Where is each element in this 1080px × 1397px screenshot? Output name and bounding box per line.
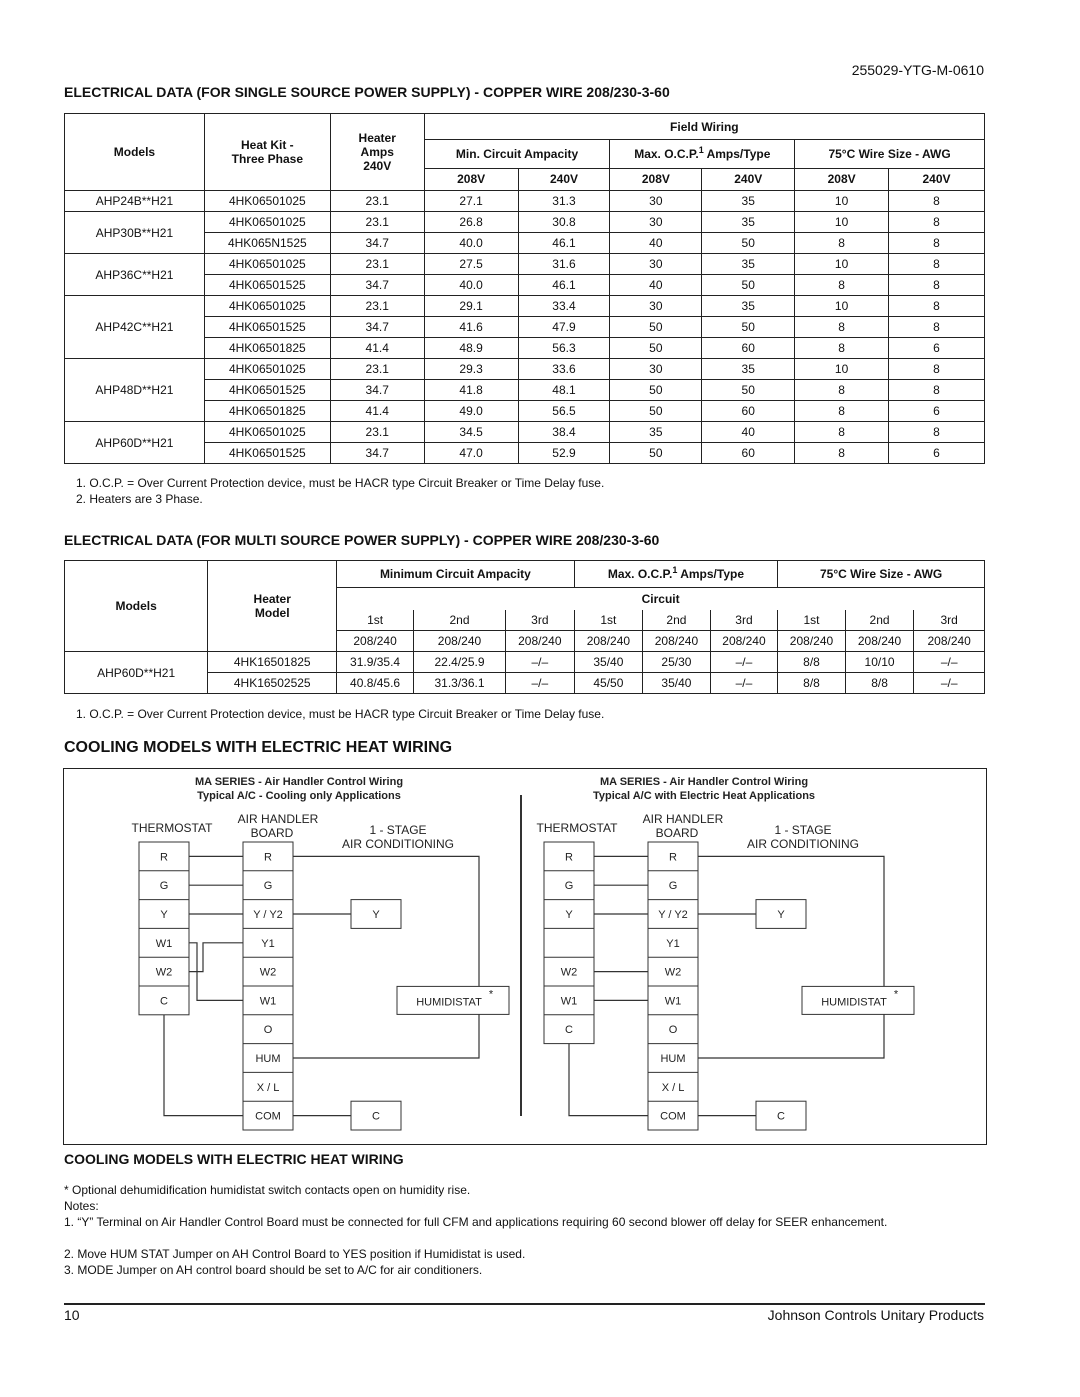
single-source-title: ELECTRICAL DATA (FOR SINGLE SOURCE POWER SUPPLY) - COPPER WIRE 208/230-3-60 bbox=[64, 84, 670, 100]
col-models: Models bbox=[65, 114, 205, 191]
wire-c-com bbox=[569, 1044, 648, 1116]
table-cell: 6 bbox=[889, 443, 985, 464]
wire-humidistat-hum bbox=[698, 1014, 884, 1058]
table-cell: 4HK16502525 bbox=[208, 673, 337, 694]
table-cell: 8 bbox=[795, 233, 889, 254]
table-cell: 31.6 bbox=[518, 254, 610, 275]
board-terminal: O bbox=[263, 1024, 273, 1037]
col-ocp: Max. O.C.P.$^1$ Amps/Type bbox=[610, 140, 795, 168]
table-row bbox=[65, 254, 985, 275]
table-cell: 4HK06501525 bbox=[204, 317, 330, 338]
voltage-label: 208/240 bbox=[778, 631, 846, 652]
table-cell: 50 bbox=[702, 380, 795, 401]
table-cell: 8 bbox=[795, 422, 889, 443]
table-cell: 35 bbox=[702, 296, 795, 317]
board-terminal: COM bbox=[255, 1110, 281, 1123]
col-models: Models bbox=[65, 561, 208, 652]
wiring-diagram bbox=[63, 768, 987, 1145]
table-cell: 8 bbox=[889, 191, 985, 212]
table-cell: 8 bbox=[795, 317, 889, 338]
table-row bbox=[65, 191, 985, 212]
table-cell: 33.6 bbox=[518, 359, 610, 380]
table-cell: 35 bbox=[610, 422, 702, 443]
table-cell: 6 bbox=[889, 338, 985, 359]
table-cell: 10 bbox=[795, 254, 889, 275]
table-cell: 4HK06501825 bbox=[204, 338, 330, 359]
table-cell: 23.1 bbox=[330, 212, 424, 233]
board-terminal: HUM bbox=[255, 1053, 281, 1065]
table-row bbox=[65, 359, 985, 380]
table-cell: –/– bbox=[914, 673, 985, 694]
thermostat-terminal: W2 bbox=[560, 966, 578, 979]
board-terminal: W1 bbox=[664, 995, 682, 1008]
table-cell: 4HK06501525 bbox=[204, 380, 330, 401]
table-cell: 52.9 bbox=[518, 443, 610, 464]
circuit-label: 2nd bbox=[413, 610, 505, 631]
col-heat-kit: Heat Kit - Three Phase bbox=[204, 114, 330, 191]
table-cell: 8 bbox=[889, 275, 985, 296]
table-cell: 50 bbox=[702, 275, 795, 296]
table-cell: 60 bbox=[702, 338, 795, 359]
table-row bbox=[65, 296, 985, 317]
model-cell: AHP42C**H21 bbox=[65, 296, 205, 359]
table-cell: 30 bbox=[610, 359, 702, 380]
table-cell: 4HK16501825 bbox=[208, 652, 337, 673]
table-cell: 34.7 bbox=[330, 380, 424, 401]
table-cell: 8 bbox=[889, 359, 985, 380]
table-cell: 4HK06501025 bbox=[204, 191, 330, 212]
table-cell: 4HK06501025 bbox=[204, 212, 330, 233]
model-cell: AHP48D**H21 bbox=[65, 359, 205, 422]
col-circuit: Circuit bbox=[337, 588, 985, 611]
voltage-label: 208/240 bbox=[914, 631, 985, 652]
col-field-wiring: Field Wiring bbox=[424, 114, 984, 140]
table-cell: 35 bbox=[702, 359, 795, 380]
col-mca-208: 208V bbox=[424, 168, 518, 190]
table-cell: 41.4 bbox=[330, 401, 424, 422]
table-cell: 8 bbox=[889, 254, 985, 275]
col-heater-amps: Heater Amps 240V bbox=[330, 114, 424, 191]
ac-label: AIR CONDITIONING bbox=[341, 837, 455, 851]
voltage-label: 208/240 bbox=[643, 631, 711, 652]
thermostat-box bbox=[544, 842, 594, 1044]
thermostat-terminal: C bbox=[160, 995, 168, 1008]
board-terminal: HUM bbox=[660, 1053, 686, 1065]
footer-rule bbox=[64, 1303, 985, 1305]
table-cell: 6 bbox=[889, 401, 985, 422]
table-cell: 48.1 bbox=[518, 380, 610, 401]
thermostat-terminal: G bbox=[564, 880, 574, 893]
ac-y-terminal: Y bbox=[777, 909, 785, 921]
board-terminal: X / L bbox=[661, 1081, 685, 1094]
stage-label: 1 - STAGE bbox=[369, 823, 427, 837]
humidistat-label: HUMIDISTAT bbox=[821, 996, 887, 1009]
table-cell: 4HK06501025 bbox=[204, 254, 330, 275]
table-cell: 8 bbox=[889, 296, 985, 317]
air-handler-label: AIR HANDLER bbox=[237, 812, 319, 826]
board-terminal: COM bbox=[660, 1110, 686, 1123]
col-ocp-208: 208V bbox=[610, 168, 702, 190]
board-terminal: Y1 bbox=[261, 937, 275, 950]
model-cell: AHP60D**H21 bbox=[65, 652, 208, 694]
wire-w1-w1 bbox=[189, 943, 243, 1001]
table-cell: 40 bbox=[702, 422, 795, 443]
table-cell: 29.1 bbox=[424, 296, 518, 317]
col-heater-model: Heater Model bbox=[208, 561, 337, 652]
circuit-label: 2nd bbox=[643, 610, 711, 631]
table-cell: 4HK06501025 bbox=[204, 296, 330, 317]
wire-c-com bbox=[164, 1015, 243, 1116]
table-cell: 41.4 bbox=[330, 338, 424, 359]
table-cell: 50 bbox=[702, 233, 795, 254]
col-mca: Min. Circuit Ampacity bbox=[424, 140, 610, 168]
multi-source-title: ELECTRICAL DATA (FOR MULTI SOURCE POWER SUPPLY) - COPPER WIRE 208/230-3-60 bbox=[64, 532, 660, 548]
board-terminal: W2 bbox=[259, 966, 277, 979]
col-ocp-240: 240V bbox=[702, 168, 795, 190]
table-cell: –/– bbox=[710, 652, 778, 673]
table-cell: 27.1 bbox=[424, 191, 518, 212]
wiring-section-title: COOLING MODELS WITH ELECTRIC HEAT WIRING bbox=[64, 739, 453, 756]
model-cell: AHP36C**H21 bbox=[65, 254, 205, 296]
table-cell: –/– bbox=[506, 652, 575, 673]
table-cell: 29.3 bbox=[424, 359, 518, 380]
table-cell: 41.8 bbox=[424, 380, 518, 401]
multi-note-1: 1. O.C.P. = Over Current Protection device, must be HACR type Circuit Breaker or Time Delay fuse. bbox=[76, 707, 605, 721]
table-cell: 50 bbox=[702, 317, 795, 338]
table-cell: 10 bbox=[795, 191, 889, 212]
table-cell: 47.0 bbox=[424, 443, 518, 464]
diagram-subtitle: Typical A/C - Cooling only Applications bbox=[197, 790, 401, 802]
note-3: 3. MODE Jumper on AH control board should be set to A/C for air conditioners. bbox=[64, 1263, 483, 1277]
diagram-title: MA SERIES - Air Handler Control Wiring bbox=[194, 776, 404, 788]
table-cell: 38.4 bbox=[518, 422, 610, 443]
circuit-label: 1st bbox=[574, 610, 643, 631]
wire-humidistat-hum bbox=[293, 1014, 479, 1058]
thermostat-terminal: Y bbox=[565, 909, 573, 921]
table-cell: 34.7 bbox=[330, 275, 424, 296]
table-cell: 4HK065N1525 bbox=[204, 233, 330, 254]
table-cell: 8 bbox=[795, 380, 889, 401]
table-cell: 4HK06501025 bbox=[204, 422, 330, 443]
board-terminal: W1 bbox=[259, 995, 277, 1008]
notes-label: Notes: bbox=[64, 1199, 99, 1213]
table-cell: 8/8 bbox=[778, 673, 846, 694]
table-cell: 41.6 bbox=[424, 317, 518, 338]
table-cell: 50 bbox=[610, 338, 702, 359]
table-cell: 35 bbox=[702, 254, 795, 275]
table-cell: 30 bbox=[610, 212, 702, 233]
humidistat-asterisk: * bbox=[893, 988, 899, 1001]
table-cell: –/– bbox=[710, 673, 778, 694]
table-cell: 8 bbox=[889, 233, 985, 254]
table-cell: 40.8/45.6 bbox=[337, 673, 414, 694]
board-label: BOARD bbox=[655, 826, 699, 840]
table-cell: 35/40 bbox=[643, 673, 711, 694]
col-wire-size: 75°C Wire Size - AWG bbox=[795, 140, 985, 168]
board-terminal: R bbox=[264, 851, 272, 864]
table-cell: –/– bbox=[914, 652, 985, 673]
board-terminal: Y / Y2 bbox=[658, 909, 688, 921]
circuit-label: 3rd bbox=[914, 610, 985, 631]
board-terminal: O bbox=[668, 1024, 678, 1037]
table-cell: 31.9/35.4 bbox=[337, 652, 414, 673]
table-cell: 35/40 bbox=[574, 652, 643, 673]
table-cell: 33.4 bbox=[518, 296, 610, 317]
table-cell: 8 bbox=[795, 275, 889, 296]
thermostat-terminal: W1 bbox=[560, 995, 578, 1008]
table-cell: 34.7 bbox=[330, 233, 424, 254]
table-cell: 8 bbox=[795, 401, 889, 422]
table-cell: 8 bbox=[795, 443, 889, 464]
table-cell: 22.4/25.9 bbox=[413, 652, 505, 673]
board-terminal: Y1 bbox=[666, 937, 680, 950]
humidistat-label: HUMIDISTAT bbox=[416, 996, 482, 1009]
diagram-subtitle: Typical A/C with Electric Heat Applications bbox=[592, 790, 816, 802]
table-cell: 56.5 bbox=[518, 401, 610, 422]
note-1: 1. “Y” Terminal on Air Handler Control Board must be connected for full CFM and applications requiring 60 second blower off delay for SEER enhancement. bbox=[64, 1215, 888, 1229]
thermostat-label: THERMOSTAT bbox=[131, 821, 213, 835]
ac-y-terminal: Y bbox=[372, 909, 380, 921]
table-cell: 8 bbox=[889, 422, 985, 443]
multi-source-table bbox=[64, 560, 985, 694]
voltage-label: 208/240 bbox=[506, 631, 575, 652]
table-cell: 40 bbox=[610, 275, 702, 296]
table-cell: 25/30 bbox=[643, 652, 711, 673]
single-source-table bbox=[64, 113, 985, 464]
table-cell: 35 bbox=[702, 191, 795, 212]
thermostat-terminal: C bbox=[565, 1024, 573, 1037]
table-cell: 30 bbox=[610, 191, 702, 212]
table-cell: 31.3/36.1 bbox=[413, 673, 505, 694]
table-cell: 4HK06501525 bbox=[204, 443, 330, 464]
board-label: BOARD bbox=[250, 826, 294, 840]
humidistat-asterisk: * bbox=[488, 988, 494, 1001]
table-cell: 50 bbox=[610, 401, 702, 422]
voltage-label: 208/240 bbox=[413, 631, 505, 652]
star-note: * Optional dehumidification humidistat switch contacts open on humidity rise. bbox=[64, 1183, 471, 1197]
board-terminal: Y / Y2 bbox=[253, 909, 283, 921]
table-cell: 30.8 bbox=[518, 212, 610, 233]
table-cell: 40.0 bbox=[424, 233, 518, 254]
model-cell: AHP30B**H21 bbox=[65, 212, 205, 254]
board-terminal: X / L bbox=[256, 1081, 280, 1094]
voltage-label: 208/240 bbox=[710, 631, 778, 652]
single-note-1: 1. O.C.P. = Over Current Protection device, must be HACR type Circuit Breaker or Time Delay fuse. bbox=[76, 476, 605, 490]
table-cell: 8 bbox=[889, 317, 985, 338]
table-cell: 8 bbox=[795, 338, 889, 359]
table-cell: 10 bbox=[795, 359, 889, 380]
document-id: 255029-YTG-M-0610 bbox=[851, 62, 984, 78]
table-cell: 10 bbox=[795, 212, 889, 233]
table-cell: 50 bbox=[610, 317, 702, 338]
table-cell: 50 bbox=[610, 380, 702, 401]
table-cell: 34.5 bbox=[424, 422, 518, 443]
table-cell: 4HK06501825 bbox=[204, 401, 330, 422]
table-cell: 27.5 bbox=[424, 254, 518, 275]
table-row bbox=[65, 212, 985, 233]
table-cell: 10 bbox=[795, 296, 889, 317]
thermostat-terminal: W2 bbox=[155, 966, 173, 979]
table-cell: 8/8 bbox=[778, 652, 846, 673]
board-terminal: G bbox=[263, 880, 273, 893]
model-cell: AHP24B**H21 bbox=[65, 191, 205, 212]
table-cell: 60 bbox=[702, 401, 795, 422]
col-ocp: Max. O.C.P.$^1$ Amps/Type bbox=[574, 561, 778, 588]
table-cell: 23.1 bbox=[330, 191, 424, 212]
table-cell: 46.1 bbox=[518, 233, 610, 254]
table-cell: 8/8 bbox=[845, 673, 914, 694]
table-row bbox=[65, 652, 985, 673]
ac-label: AIR CONDITIONING bbox=[746, 837, 860, 851]
board-terminal: W2 bbox=[664, 966, 682, 979]
table-cell: 31.3 bbox=[518, 191, 610, 212]
circuit-label: 3rd bbox=[506, 610, 575, 631]
voltage-label: 208/240 bbox=[574, 631, 643, 652]
table-cell: 23.1 bbox=[330, 359, 424, 380]
circuit-label: 2nd bbox=[845, 610, 914, 631]
circuit-label: 1st bbox=[778, 610, 846, 631]
table-cell: 8 bbox=[889, 212, 985, 233]
table-cell: 48.9 bbox=[424, 338, 518, 359]
voltage-label: 208/240 bbox=[337, 631, 414, 652]
table-cell: 30 bbox=[610, 254, 702, 275]
ac-c-terminal: C bbox=[372, 1110, 380, 1123]
ac-c-terminal: C bbox=[777, 1110, 785, 1123]
table-cell: 60 bbox=[702, 443, 795, 464]
thermostat-terminal: G bbox=[159, 880, 169, 893]
note-2: 2. Move HUM STAT Jumper on AH Control Board to YES position if Humidistat is used. bbox=[64, 1247, 526, 1261]
table-cell: 49.0 bbox=[424, 401, 518, 422]
table-cell: 10/10 bbox=[845, 652, 914, 673]
table-cell: 4HK06501025 bbox=[204, 359, 330, 380]
table-row bbox=[65, 422, 985, 443]
company-name: Johnson Controls Unitary Products bbox=[767, 1307, 984, 1323]
table-cell: 56.3 bbox=[518, 338, 610, 359]
table-cell: 23.1 bbox=[330, 254, 424, 275]
col-mca: Minimum Circuit Ampacity bbox=[337, 561, 574, 588]
board-terminal: G bbox=[668, 880, 678, 893]
table-cell: 35 bbox=[702, 212, 795, 233]
board-terminal: R bbox=[669, 851, 677, 864]
table-cell: 45/50 bbox=[574, 673, 643, 694]
table-cell: 40 bbox=[610, 233, 702, 254]
circuit-label: 1st bbox=[337, 610, 414, 631]
single-note-2: 2. Heaters are 3 Phase. bbox=[76, 492, 203, 506]
wiring-diagram-svg bbox=[64, 769, 986, 1144]
table-cell: –/– bbox=[506, 673, 575, 694]
col-wire-size: 75°C Wire Size - AWG bbox=[778, 561, 985, 588]
table-cell: 47.9 bbox=[518, 317, 610, 338]
table-cell: 46.1 bbox=[518, 275, 610, 296]
table-cell: 23.1 bbox=[330, 422, 424, 443]
stage-label: 1 - STAGE bbox=[774, 823, 832, 837]
table-cell: 4HK06501525 bbox=[204, 275, 330, 296]
table-cell: 34.7 bbox=[330, 443, 424, 464]
table-cell: 8 bbox=[889, 380, 985, 401]
circuit-label: 3rd bbox=[710, 610, 778, 631]
bottom-section-title: COOLING MODELS WITH ELECTRIC HEAT WIRING bbox=[64, 1151, 404, 1167]
col-wire-208: 208V bbox=[795, 168, 889, 190]
air-handler-label: AIR HANDLER bbox=[642, 812, 724, 826]
thermostat-terminal: R bbox=[565, 851, 573, 864]
page-number: 10 bbox=[64, 1307, 80, 1323]
model-cell: AHP60D**H21 bbox=[65, 422, 205, 464]
thermostat-label: THERMOSTAT bbox=[536, 821, 618, 835]
thermostat-terminal: W1 bbox=[155, 937, 173, 950]
col-mca-240: 240V bbox=[518, 168, 610, 190]
table-cell: 50 bbox=[610, 443, 702, 464]
table-cell: 30 bbox=[610, 296, 702, 317]
col-wire-240: 240V bbox=[889, 168, 985, 190]
table-cell: 34.7 bbox=[330, 317, 424, 338]
diagram-title: MA SERIES - Air Handler Control Wiring bbox=[599, 776, 809, 788]
thermostat-terminal: Y bbox=[160, 909, 168, 921]
voltage-label: 208/240 bbox=[845, 631, 914, 652]
table-cell: 26.8 bbox=[424, 212, 518, 233]
table-cell: 40.0 bbox=[424, 275, 518, 296]
table-cell: 23.1 bbox=[330, 296, 424, 317]
thermostat-terminal: R bbox=[160, 851, 168, 864]
